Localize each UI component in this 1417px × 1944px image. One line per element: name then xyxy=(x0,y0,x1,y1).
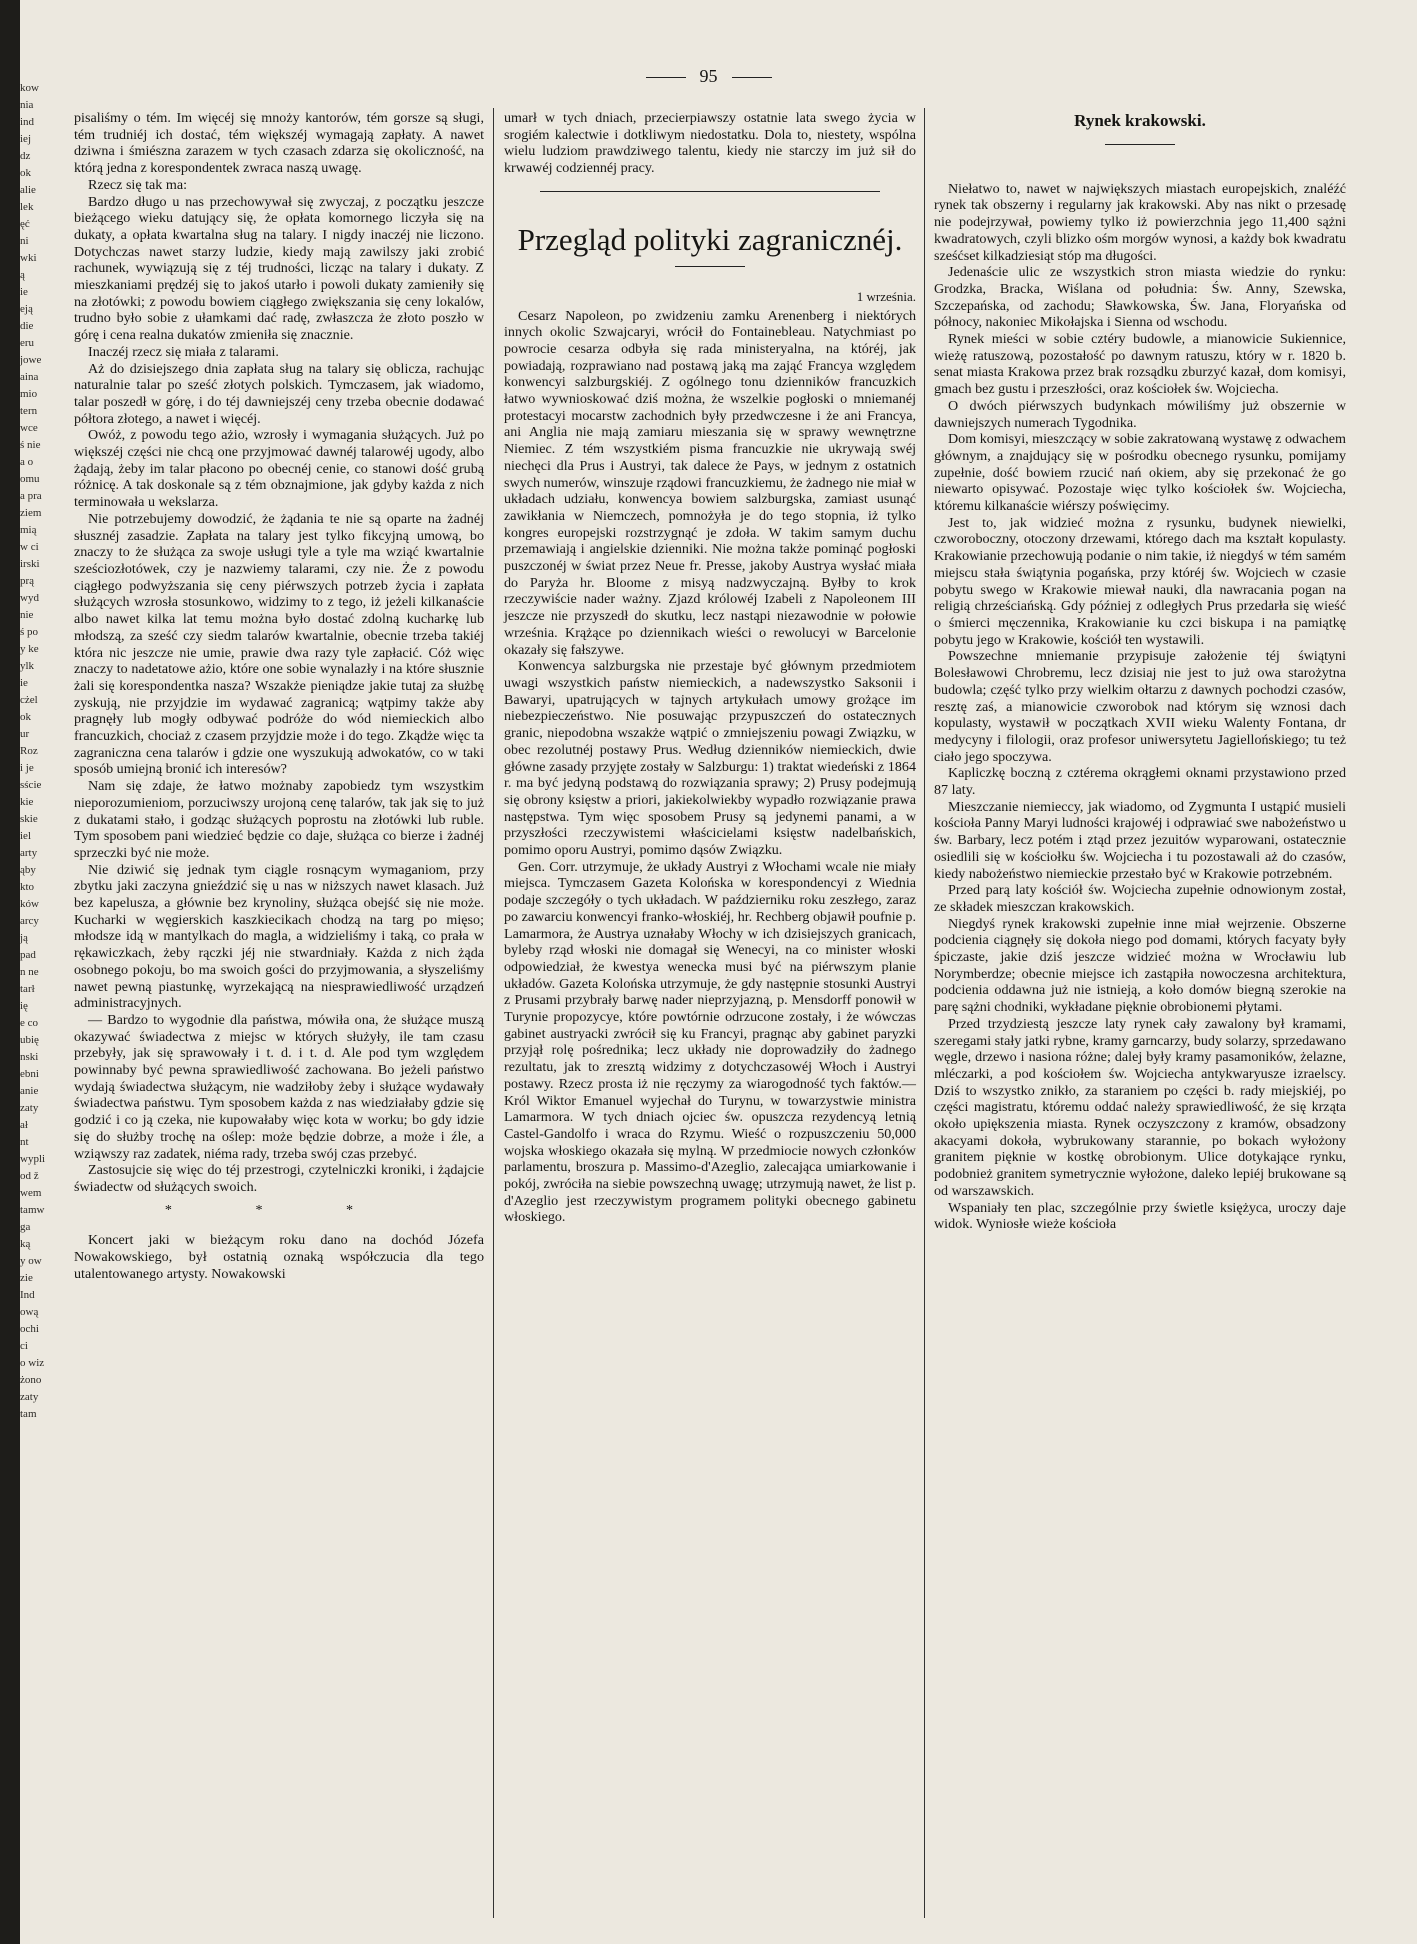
margin-fragment: tam xyxy=(20,1408,37,1420)
margin-fragment: mią xyxy=(20,524,37,536)
margin-fragment: nski xyxy=(20,1051,39,1063)
margin-fragment: e co xyxy=(20,1017,39,1029)
margin-fragment: ni xyxy=(20,235,29,247)
separator-stars: * * * xyxy=(164,1201,394,1218)
paragraph: Koncert jaki w bieżącym roku dano na dochód Józefa Nowakowskiego, był ostatnią oznaką współczucia dla tego utalentowanego artysty. Nowakowski xyxy=(74,1232,484,1282)
margin-fragment: ęć xyxy=(20,218,30,230)
paragraph: pisaliśmy o tém. Im więcéj się mnoży kantorów, tém gorsze są sługi, tém trudniéj ich dostać, tém większéj wymagają zapłaty. A nawet dziwna i śmiészna zarazem w tych czasach zdarza się okoliczność, na którą jedna z korespondentek zwraca naszą uwagę. xyxy=(74,110,484,177)
margin-fragment: die xyxy=(20,320,34,332)
paragraph: Zastosujcie się więc do téj przestrogi, czytelniczki kroniki, i żądajcie świadectw od służących swoich. xyxy=(74,1162,484,1195)
margin-fragment: wypli xyxy=(20,1153,46,1165)
margin-fragment: pad xyxy=(20,949,36,961)
paragraph: Niegdyś rynek krakowski zupełnie inne miał wejrzenie. Obszerne podcienia ciągnęły się dokoła niego pod domami, których facyaty były śpiczaste, jakie dziś jeszcze widzieć można w Wrocławiu lub Norymberdze; obecnie miejsce ich zastąpiła nowoczesna architektura, podcienia oddawna już nie istnieją, a koło domów biegną szerokie na parę sążni chodniki, wykładane pięknie obrobionemi płytami. xyxy=(934,915,1346,1016)
column-1 xyxy=(74,110,484,1283)
header-dash-left xyxy=(646,77,686,78)
paragraph: Kapliczkę boczną z cztérema okrągłemi oknami przystawiono przed 87 laty. xyxy=(934,765,1346,799)
margin-fragment: nie xyxy=(20,609,34,621)
margin-fragment: ś nie xyxy=(20,439,41,451)
margin-fragment: ą xyxy=(20,269,25,281)
margin-fragment: ubię xyxy=(20,1034,39,1046)
paragraph: Przed parą laty kościół św. Wojciecha zupełnie odnowionym został, ze składek mieszczan krakowskich. xyxy=(934,882,1346,915)
margin-fragment: skie xyxy=(20,813,38,825)
binding-edge xyxy=(0,0,20,1944)
margin-fragment: aina xyxy=(20,371,39,383)
margin-fragment: ind xyxy=(20,116,35,128)
margin-fragment: kow xyxy=(20,82,39,94)
margin-fragment: wki xyxy=(20,252,37,264)
margin-fragment: ał xyxy=(20,1119,28,1131)
margin-fragment: wem xyxy=(20,1187,42,1199)
margin-fragment: Roz xyxy=(20,745,38,757)
margin-fragment: ok xyxy=(20,167,31,179)
margin-fragment: jowe xyxy=(20,354,42,366)
margin-fragment: ga xyxy=(20,1221,31,1233)
margin-fragment: sście xyxy=(20,779,42,791)
margin-fragment: ką xyxy=(20,1238,31,1250)
margin-fragment: o wiz xyxy=(20,1357,45,1369)
margin-fragment: iej xyxy=(20,133,31,145)
article-ending: umarł w tych dniach, przecierpiawszy ostatnie lata swego życia w srogiém kalectwie i dotkliwym niedostatku. Dola to, niestety, wspólna wielu ludziom prawdziwego talentu, kiedy nie starczy im już sił do krwawéj codziennéj pracy. xyxy=(504,110,916,177)
section-rule xyxy=(540,191,880,192)
margin-fragment: y ow xyxy=(20,1255,42,1267)
column-divider xyxy=(493,108,494,1918)
paragraph: Dom komisyi, mieszczący w sobie zakratowaną wystawę z odwachem głównym, a znajdujący się w pośrodku obecnego rysunku, pomijamy zupełnie, dość bowiem rzucić nań okiem, aby się przekonać że go niewarto opisywać. Pozostaje więc tylko kościołek św. Wojciecha, któremu kilkanaście wiérszy poświęcimy. xyxy=(934,431,1347,515)
margin-fragment: wce xyxy=(20,422,38,434)
margin-fragment: lek xyxy=(20,201,34,213)
margin-fragment: tern xyxy=(20,405,38,417)
margin-fragment: nia xyxy=(20,99,34,111)
paragraph: Jest to, jak widzieć można z rysunku, budynek niewielki, czworoboczny, otoczony drzewami, którego dach ma kształt kopulasty. Krakowianie przechowują podanie o nim takie, iż niegdyś w tém samém miejscu stała świątynia pogańska, przy któréj św. Wojciech w czasie pobytu swego w Krakowie miewał nauki, dla nawracania pogan na religią chrześciańską. Gdy później z odległych Prus przedarła się wieść o śmierci męczennika, Krakowianie ku czci biskupa i na pamiątkę pobytu jego w Krakowie, kościół ten wystawili. xyxy=(934,514,1346,648)
margin-fragment: kie xyxy=(20,796,34,808)
margin-fragment: ją xyxy=(20,932,28,944)
paragraph: Nie potrzebujemy dowodzić, że żądania te nie są oparte na żadnéj słusznéj zasadzie. Zapłata na talary jest tylko fikcyjną umową, bo znaczy to że służąca za swoje usługi tyle a tyle ma wziąć kwartalnie sześciozłotówek, czy je nazwiemy talarami, czy nie. Że z powodu ciągłego podwyższania się ceny piérwszych potrzeb życia i zapłata służących wzrosła stosunkowo, widzimy to z tego, iż jeżeli kilkanaście albo nawet kilka lat temu można było dostać zdolną kucharkę lub młodszą, za sześć czy siedm talarów kwartalnie, obecnie trzeba takiéj która nic jeszcze nie umie, prawie dwa razy tyle zapłacić. Cóż więc znaczy to nadetatowe ażio, które one sobie wynalazły i na które słusznie żali się korespondentka nasza? Wszakże pieniądze jakie tutaj za służbę zyskują, nie przyjdzie im wydawać zagranicą; wątpimy także aby pragnęły lub mogły odbywać podróże do wód niemieckich albo francuzkich, chociaż z czasem przyjdzie może i do tego. Zkądże więc ta zagraniczna cena talarów i gdzie one wyszukują adwokatów, co w taki sposób umiejną bronić ich interesów? xyxy=(74,510,484,778)
margin-fragment: żono xyxy=(20,1374,42,1386)
margin-fragment: a o xyxy=(20,456,34,468)
margin-fragment: ur xyxy=(20,728,30,740)
paragraph: Gen. Corr. utrzymuje, że układy Austryi z Włochami wcale nie miały miejsca. Tymczasem Gazeta Kolońska w korespondencyi z Wiednia podaje szczegóły o tych układach. W październiku roku zeszłego, zaraz po zawarciu konwencyi franko-włoskiéj, hr. Rechberg objawił poufnie p. Lamarmora, że Austrya uznałaby Włochy w ich dzisiejszych granicach, byleby rząd włoski nie domagał się Wenecyi, na co minister włoski odpowiedział, że kwestya wenecka musi być na piérwszym planie układów. Gazeta Kolońska utrzymuje, że gdy następnie stosunki Austryi z Prusami przybrały barwę nader nieprzyjazną, p. Mensdorff ponowił w Turynie propozycye, które powtórnie odrzucone zostały, i że wówczas gabinet austryacki zwrócił się ku Francyi, pragnąc aby gabinet paryzki przyjął rolę pośrednika; lecz układy nie doprowadziły do żadnego rezultatu, jak to zresztą widzimy z dotychczasowéj Włoch i Austryi postawy. Rzecz prosta iż nie ręczymy za wiarogodność tych faktów.—Król Wiktor Emanuel wyjechał do Turynu, w towarzystwie ministra Lamarmora. W tych dniach ojciec św. opuszcza rezydencyą letnią Castel-Gandolfo i wraca do Rzymu. Wieść o rozpuszczeniu 50,000 wojska włoskiego okazała się mylną. W przedmiocie nowych członków parlamentu, broszura p. Massimo-d'Azeglio, zalecająca umiarkowanie i pokój, zwróciła na siebie powszechną uwagę; utrzymują nawet, że list p. d'Azeglio jest rzeczywistym programem polityki obecnego gabinetu włoskiego. xyxy=(504,858,916,1226)
column-divider xyxy=(924,108,925,1918)
paragraph: O dwóch piérwszych budynkach mówiliśmy już obszernie w dawniejszych numerach Tygodnika. xyxy=(934,397,1346,431)
margin-fragment: zie xyxy=(20,1272,33,1284)
paragraph: Aż do dzisiejszego dnia zapłata sług na talary się oblicza, rachując naturalnie talar po sześć złotych polskich. Tymczasem, jak wiadomo, talar poszedł w górę, i do téj dawniejszéj ceny trzeba obecnie dodawać półtora złotego, a nawet i więcéj. xyxy=(74,360,484,427)
paragraph: Wspaniały ten plac, szczególnie przy świetle księżyca, uroczy daje widok. Wyniosłe wieże kościoła xyxy=(934,1199,1346,1233)
margin-fragment: ie xyxy=(20,286,28,298)
foreign-policy-body xyxy=(504,308,916,1227)
margin-fragment: alie xyxy=(20,184,36,196)
paragraph: — Bardzo to wygodnie dla państwa, mówiła ona, że służące muszą okazywać świadectwa z miejsc w których służyły, ile tam czasu przebyły, jak się sprawowały i t. d. i t. d. Ale pod tym względem powinnaby być pewna sprawiedliwość zachowana. Bo jeżeli państwo wydają świadectwa służącym, nie wadziłoby żeby i służące wydawały świadectwa państwu. Tym sposobem każda z nas wiedziałaby gdzie się godzić i co ją czeka, nie kupowałaby więc kota w worku; bo gdy idzie się do służby trochę na oślep: może będzie dobrze, a może i źle, a wziąwszy raz zadatek, niéma rady, trzeba swój czas przebyć. xyxy=(74,1011,484,1162)
margin-fragment: ś po xyxy=(20,626,39,638)
paragraph: Konwencya salzburgska nie przestaje być głównym przedmiotem uwagi wszystkich państw niemieckich, a nadewszystko Saksonii i Bawaryi, upatrujących w tajnych artykułach umowy grożące im niebezpieczeństwo. Nie posuwając przypuszczeń do ostatecznych granic, niepodobna wszakże wątpić o zmniejszeniu powagi Związku, w obec rezolutnéj postawy Prus. Według dzienników niemieckich, dwie główne zasady przyjęte zostały w Salzburgu: 1) traktat wiedeński z 1864 r. ma być jedyną podstawą do rozwiązania sprawy; 2) Prusy podejmują się obrony księstw a priori, jakiekolwiekby wypadło rozwiązanie prawa następstwa. Tym więc sposobem Prusy są jedynemi panami, a w przyszłości rzeczywistemi właścicielami księstw nadelbańskich, pomimo oporu Austryi, pomimo dąsów Związku. xyxy=(504,658,916,859)
section-title-rynek: Rynek krakowski. xyxy=(1074,111,1206,130)
rynek-body xyxy=(934,181,1346,1233)
margin-fragment: eru xyxy=(20,337,35,349)
margin-fragment: arcy xyxy=(20,915,39,927)
margin-fragment: tarł xyxy=(20,983,35,995)
margin-fragment: zaty xyxy=(20,1102,39,1114)
margin-fragment: dz xyxy=(20,150,31,162)
section-title-foreign-policy: Przegląd polityki zagranicznéj. xyxy=(517,221,903,257)
margin-fragment: w ci xyxy=(20,541,39,553)
margin-fragment: ie xyxy=(20,677,28,689)
paragraph: Inaczéj rzecz się miała z talarami. xyxy=(88,343,279,360)
margin-fragment: irski xyxy=(20,558,40,570)
margin-fragment: nt xyxy=(20,1136,29,1148)
header-dash-right xyxy=(732,77,772,78)
adjacent-page-fragments xyxy=(20,80,60,1940)
paragraph: Mieszczanie niemieccy, jak wiadomo, od Zygmunta I ustąpić musieli kościoła Panny Maryi ludności krajowéj i odprawiać swe nabożeństwo u św. Barbary, lecz potém i ztąd przez jezuitów wyparowani, ostatecznie osiedlili się w kościołku św. Wojciecha i tu pozostawali aż do czasów, kiedy nabożeństwo niemieckie przestało być w Krakowie potrzebném. xyxy=(934,798,1346,882)
page-number-header xyxy=(0,66,1417,87)
margin-fragment: a pra xyxy=(20,490,42,502)
margin-fragment: zaty xyxy=(20,1391,39,1403)
paragraph: Niełatwo to, nawet w największych miastach europejskich, znaléźć rynek tak obszerny i regularny jak krakowski. Aby nas nikt o przesadę nie podejrzywał, powiemy tylko iż powierzchnia jego 11,400 sążni kwadratowych, czyli blizko ośm morgów wynosi, a każdy bok kwadratu sześćset kilkadziesiąt stóp ma długości. xyxy=(934,180,1346,264)
margin-fragment: od ž xyxy=(20,1170,39,1182)
margin-fragment: ziem xyxy=(20,507,42,519)
margin-fragment: ebni xyxy=(20,1068,39,1080)
margin-fragment: kto xyxy=(20,881,35,893)
margin-fragment: cżel xyxy=(20,694,38,706)
margin-fragment: ię xyxy=(20,1000,28,1012)
margin-fragment: ochi xyxy=(20,1323,39,1335)
margin-fragment: ok xyxy=(20,711,31,723)
margin-fragment: ową xyxy=(20,1306,39,1318)
margin-fragment: n ne xyxy=(20,966,39,978)
page-number: 95 xyxy=(699,66,718,86)
margin-fragment: omu xyxy=(20,473,40,485)
column-3 xyxy=(934,110,1346,1233)
margin-fragment: i je xyxy=(20,762,34,774)
paragraph: Nam się zdaje, że łatwo możnaby zapobiedz tym wszystkim nieporozumieniom, porzuciwszy urojoną cenę talarów, tak jak się to już z dukatami stało, i godząc służących poprostu na złotówki lub ruble. Tym sposobem pani wiedzieć będzie co daje, służąca co bierze i żadnéj sprzeczki być nie może. xyxy=(74,778,484,861)
dateline: 1 września. xyxy=(856,288,916,304)
title-rule xyxy=(1105,144,1175,145)
margin-fragment: tamw xyxy=(20,1204,45,1216)
paragraph: Owóż, z powodu tego ażio, wzrosły i wymagania służących. Już po większéj części nie chcą one przyjmować dawnéj talarowéj ugody, albo żądają, żeby im talar płacono po obecnéj cenie, co stanowi dość grubą różnicę. A tak doskonale są z tém obznajmione, jak gdyby każda z nich terminowała u wekslarza. xyxy=(74,427,484,511)
column-2 xyxy=(504,110,916,1226)
margin-fragment: wyd xyxy=(20,592,39,604)
margin-fragment: y ke xyxy=(20,643,39,655)
margin-fragment: ylk xyxy=(20,660,35,672)
paragraph: Przed trzydziestą jeszcze laty rynek cały zawalony był kramami, szeregami stały jatki rybne, kramy garncarzy, budy solarzy, sprzedawano węgle, drzewo i nasiona różne; dalej były kramy pasamoników, żelazne, mléczarki, a pod kościołem św. Wojciecha antykwaryusze izraelscy. Dziś to wszystko znikło, za staraniem po części b. rady miejskiéj, po części magistratu, któremu oddać należy sprawiedliwość, że się krząta około upiększenia miasta. Rynek oczyszczony z kramów, obsadzony akacyami dokoła, wybrukowany starannie, po bokach wyłożony granitem pięknie w kostkę obrobionym. Ulice dotykające rynku, podobnież granitem symetrycznie wyłożone, daleko lepiéj brukowane są od warszawskich. xyxy=(934,1015,1346,1199)
paragraph: Jedenaście ulic ze wszystkich stron miasta wiedzie do rynku: Grodzka, Bracka, Wiślana od południa: Św. Anny, Szewska, Szczepańska, od zachodu; Sławkowska, Św. Jana, Floryańska od północy, nakoniec Mikołajska i Sienna od wschodu. xyxy=(934,264,1346,331)
margin-fragment: prą xyxy=(20,575,35,587)
margin-fragment: ków xyxy=(20,898,39,910)
margin-fragment: anie xyxy=(20,1085,39,1097)
paragraph: Powszechne mniemanie przypisuje założenie téj świątyni Bolesławowi Chrobremu, lecz dzisiaj nie jest to już owa starożytna budowla; część tylko przy wielkim ołtarzu z dawnych pochodzi czasów, resztę zaś, a mianowicie czworobok nad którym się wznosi dach kopulasty, wystawił w początkach XVII wieku Walenty Fontana, dr medycyny i filologii, oraz profesor uniwersytetu Jagiellońskiego; tu też ciało jego spoczywa. xyxy=(934,648,1346,765)
paragraph: Cesarz Napoleon, po zwidzeniu zamku Arenenberg i niektórych innych okolic Szwajcaryi, wrócił do Fontainebleau. Natychmiast po powrocie cesarza odbyła się rada ministeryalna, na któréj, jak powiadają, rozprawiano nad postawą jaką ma zająć Francya względem konwencyi salzburgskiéj. Z ogólnego tonu dzienników francuzkich łatwo wywnioskować dziś można, że wszelkie pogłoski o mniemanéj protestacyi mocarstw zachodnich były przedwczesne i że ani Francya, ani Anglia nie mają zamiaru mieszania się w sprawy wewnętrzne Niemiec. Z tém wszystkiém pisma francuzkie nie ukrywają swéj niechęci dla Prus i Austryi, tak dalece że Pays, w jednym z ostatnich swych numerów, winszuje rządowi francuzkiemu, że żadnego nie miał w układach udziału, konwencya bowiem salzburgska, zamiast usunąć zawikłania w Niemczech, pomnożyła je do tego stopnia, iż tylko kongres europejski rozstrzygnąć je zdoła. W takim samym duchu przemawiają i angielskie dzienniki. Nie można także pominąć pogłoski puszczonéj w świat przez Neue fr. Presse, jakoby Austrya wysłać miała do Paryża hr. Bloome z misyą nadzwyczajną. Byłby to krok rzeczywiście nader ważny. Zjazd królowéj Izabeli z Napoleonem III jeszcze nie przyszedł do skutku, lecz nastąpi niezawodnie w połowie września. Krążące po dziennikach wieści o rewolucyi w Barcelonie okazały się fałszywe. xyxy=(504,307,916,658)
margin-fragment: ci xyxy=(20,1340,28,1352)
paragraph: Nie dziwić się jednak tym ciągle rosnącym wymaganiom, przy zbytku jaki zaczyna gnieździć się u nas w niższych nawet klasach. Już bez kapelusza, a głównie bez krynoliny, służąca obejść się nie może. Kucharki w węgierskich kaszkiecikach chodzą na targ po mięso; młodsze idą w mantylkach do magla, a widzieliśmy i taką, co prała w rękawiczkach, żeby rączki jéj nie stwardniały. Każda z nich żąda osobnego pokoju, bo ma swoich gości do przyjmowania, a słyszeliśmy nawet pewną piastunkę, wyrzekającą na niesprawiedliwość urządzeń administracyjnych. xyxy=(74,861,484,1012)
title-rule xyxy=(675,266,745,267)
margin-fragment: Ind xyxy=(20,1289,35,1301)
margin-fragment: arty xyxy=(20,847,38,859)
margin-fragment: iel xyxy=(20,830,31,842)
margin-fragment: ąby xyxy=(20,864,36,876)
paragraph: Rynek mieści w sobie cztéry budowle, a mianowicie Sukiennice, wieżę ratuszową, pozostałość po dawnym ratuszu, który w r. 1820 b. senat miasta Krakowa przez brak rozsądku zburzyć kazał, dom komisyi, gmach bez gustu i przeszłości, oraz kościołek św. Wojciecha. xyxy=(934,331,1346,398)
margin-fragment: mio xyxy=(20,388,38,400)
paragraph: Bardzo długo u nas przechowywał się zwyczaj, z początku jeszcze bieżącego wieku datujący się, że opłata komornego liczyła się na dukaty, a opłata kwartalna sług na talary. I nigdy inaczéj nie liczono. Dotychczas nawet starzy ludzie, kiedy mają zawilszy jaki zrobić rachunek, wywiązują się z téj trudności, licząc na talary i dukaty. Z mieszkaniami prędzéj się to jakoś utarło i powoli dukaty zamieniły się na złotówki; z powodu bowiem ciągłego zwiększania się ceny lokalów, trudno było sobie z ułamkami dać radę, zwłaszcza że złoto poszło w górę i cena realna dukatów zmieniła się znacznie. xyxy=(74,193,484,344)
paragraph: Rzecz się tak ma: xyxy=(88,176,188,193)
margin-fragment: eją xyxy=(20,303,33,315)
